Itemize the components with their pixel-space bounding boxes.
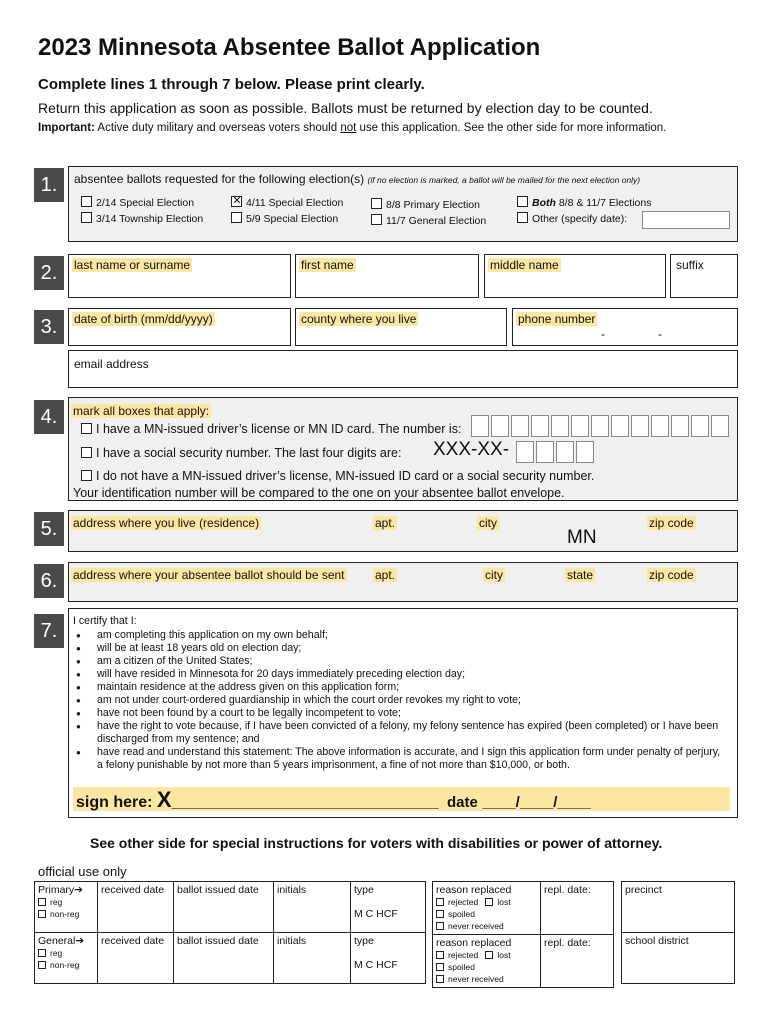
county-label: county where you live [301,312,417,326]
checkbox[interactable] [231,212,242,223]
certify-item: ● will be at least 18 years old on election day; [73,642,729,655]
signature-line[interactable] [73,787,730,811]
id-option-license[interactable] [79,422,463,436]
dob-field[interactable] [68,308,291,346]
important-pre: Active duty military and overseas voters should [97,122,338,134]
certify-item: ● am a citizen of the United States; [73,655,729,668]
middle-name-field[interactable] [484,254,666,298]
election-11-7[interactable]: 11/7 General Election [369,214,488,227]
certify-item: ● am completing this application on my own behalf; [73,629,729,642]
other-date-input[interactable] [642,211,730,229]
certify-list [73,629,729,772]
election-5-9[interactable]: 5/9 Special Election [229,212,340,225]
checkbox[interactable] [371,198,382,209]
certify-item: ● have read and understand this statement: The above information is accurate, and I sign this application form under penalty of perjury, a felony punishable by not more than 5 years imprisonment, a fine of not more than $10,000, or both. [73,746,729,772]
mailing-apt-label: apt. [375,568,396,582]
checkbox-checked[interactable] [231,196,242,207]
repl-date[interactable]: repl. date: [541,882,614,935]
checkbox[interactable] [517,196,528,207]
residence-apt-label: apt. [375,516,396,530]
certification-box [68,608,738,818]
phone-label: phone number [518,312,596,326]
ssn-prefix: XXX-XX- [433,439,510,460]
license-text: I have a MN-issued driver’s license or MN ID card. The number is: [96,422,462,436]
election-4-11[interactable]: ✕4/11 Special Election [229,196,345,209]
mailing-zip-label: zip code [649,568,694,582]
important-note [38,122,666,134]
section-4-footer: Your identification number will be compared to the one on your absentee ballot envelope. [73,486,565,500]
reason-replaced-cell[interactable]: reason replaced rejected lost spoiled never received [433,935,541,988]
none-text: I do not have a MN-issued driver’s license, MN-issued ID card or a social security number. [96,469,595,483]
initials[interactable]: initials [274,933,351,984]
ssn-text: I have a social security number. The last four digits are: [96,446,402,460]
repl-date[interactable]: repl. date: [541,935,614,988]
residence-address-label: address where you live (residence) [73,516,260,530]
certify-item: ● am not under court-ordered guardianship in which the court order revokes my right to vote; [73,694,729,707]
phone-field[interactable] [512,308,738,346]
phone-dash-2: - [658,327,662,341]
precinct-cell[interactable]: precinct [622,882,735,933]
checkbox[interactable] [81,470,92,481]
see-other-side-note: See other side for special instructions for voters with disabilities or power of attorney. [90,835,663,851]
initials[interactable]: initials [274,882,351,933]
section-4-label: mark all boxes that apply: [73,404,210,418]
checkbox[interactable] [517,212,528,223]
email-field[interactable] [68,350,738,388]
mailing-city-label: city [485,568,503,582]
id-option-ssn[interactable] [79,446,403,460]
page-title: 2023 Minnesota Absentee Ballot Application [38,34,541,61]
subtitle: Complete lines 1 through 7 below. Please print clearly. [38,76,425,93]
certify-intro: I certify that I: [73,615,137,627]
election-2-14[interactable]: 2/14 Special Election [79,196,196,209]
section-1-label: absentee ballots requested for the following election(s) [74,172,365,186]
sign-x: X [156,787,172,812]
section-4-id [68,397,738,501]
important-not: not [340,122,357,134]
sign-here-label: sign here: [76,794,153,811]
last-name-label: last name or surname [74,258,191,272]
checkbox[interactable] [81,196,92,207]
district-table [621,881,735,984]
reason-replaced-cell[interactable]: reason replaced rejected lost spoiled never received [433,882,541,935]
school-district-cell[interactable]: school district [622,933,735,984]
mailing-address-field[interactable] [68,562,738,602]
first-name-field[interactable] [295,254,479,298]
suffix-label: suffix [676,258,704,272]
official-table [34,881,426,984]
residence-zip-label: zip code [649,516,694,530]
section-3-number: 3. [34,310,64,344]
section-6-number: 6. [34,564,64,598]
mailing-state-label: state [567,568,594,582]
checkbox[interactable] [81,423,92,434]
return-note: Return this application as soon as possible. Ballots must be returned by election day to be counted. [38,100,653,116]
mailing-address-label: address where your absentee ballot should be sent [73,568,345,582]
type-cell[interactable]: type M C HCF [351,933,426,984]
primary-cell: Primary➔ reg non-reg [35,882,98,933]
phone-dash-1: - [601,327,605,341]
important-post: use this application. See the other side for more information. [359,122,667,134]
residence-state-value: MN [567,527,597,548]
certify-item: ● have the right to vote because, if I have been convicted of a felony, my felony sentence has expired (been completed) or I have been discharged from my sentence; and [73,720,729,746]
section-7-number: 7. [34,614,64,648]
section-4-number: 4. [34,400,64,434]
residence-address-field[interactable] [68,510,738,552]
received-date[interactable]: received date [98,933,174,984]
ssn-digit-boxes[interactable] [516,441,596,463]
id-option-none[interactable] [79,469,596,483]
email-label: email address [74,357,149,371]
section-5-number: 5. [34,512,64,546]
county-field[interactable] [295,308,507,346]
general-cell: General➔ reg non-reg [35,933,98,984]
important-label: Important: [38,122,95,134]
dob-label: date of birth (mm/dd/yyyy) [74,312,213,326]
election-other[interactable]: Other (specify date): [515,212,629,225]
ballot-issued-date[interactable]: ballot issued date [174,933,274,984]
license-number-boxes[interactable] [471,415,731,437]
date-label: date [447,794,478,811]
certify-item: ● maintain residence at the address given on this application form; [73,681,729,694]
checkbox[interactable] [81,447,92,458]
checkbox[interactable] [371,214,382,225]
middle-name-label: middle name [490,258,559,272]
sign-blank: ________________________________ [171,794,439,811]
election-8-8[interactable]: 8/8 Primary Election [369,198,482,211]
checkbox[interactable] [81,212,92,223]
section-1-number: 1. [34,168,64,202]
received-date[interactable]: received date [98,882,174,933]
certify-item: ● have not been found by a court to be legally incompetent to vote; [73,707,729,720]
type-cell[interactable]: type M C HCF [351,882,426,933]
official-use-title: official use only [38,864,127,879]
section-1-note: (if no election is marked, a ballot will be mailed for the next election only) [367,175,641,185]
last-name-field[interactable] [68,254,291,298]
section-2-number: 2. [34,256,64,290]
suffix-field[interactable] [670,254,738,298]
first-name-label: first name [301,258,354,272]
ballot-issued-date[interactable]: ballot issued date [174,882,274,933]
election-both[interactable]: Both 8/8 & 11/7 Elections [515,196,653,209]
date-blank[interactable]: ____/____/____ [482,794,591,811]
election-3-14[interactable]: 3/14 Township Election [79,212,205,225]
replacement-table [432,881,614,988]
section-1-elections [68,166,738,242]
certify-item: ● will have resided in Minnesota for 20 days immediately preceding election day; [73,668,729,681]
residence-city-label: city [479,516,497,530]
